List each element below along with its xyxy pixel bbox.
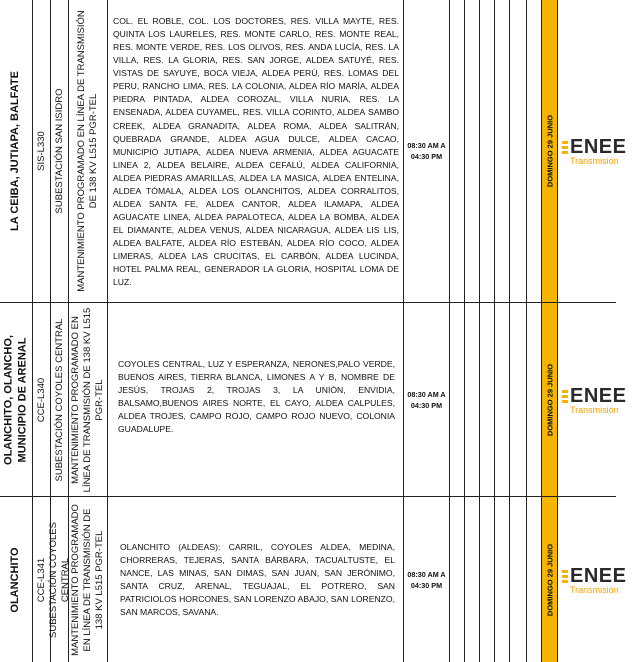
region-label: OLANCHITO: [9, 546, 22, 613]
empty-cell: [465, 303, 480, 496]
substation-cell: [51, 303, 69, 496]
time-end: 04:30 PM: [410, 152, 443, 161]
affected-areas: COL. EL ROBLE, COL. LOS DOCTORES, RES. VILLA MAYTE, RES. QUINTA LOS LAURELES, RES. MONTE CARLO, RES. MONTE REAL, RES. MONTE VERDE, RES. LOS OLIVOS, RES. ANDA LUCÍA, RES. LA VILLA, RES. LA GLORIA, RES. SAN JORGE, ALDEA SATUYÉ, RES. VISTAS DE SAYUYE, BOCA VIEJA, ALDEA PERÚ, RES. LOMAS DEL PERU, RANCHO LIMA, RES. LA COLONIA, ALDEA RÍO MARÍA, ALDEA PIEDRA PINTADA, ALDEA COROZAL, VILLA NURIA, RES. LA ENSENADA, ALDEA CUYAMEL, RES. VILLA CORINTO, ALDEA SAMBO CREEK, ALDEA GRANADITA, ALDEA ROMA, ALDEA SALITRÁN, QUEBRADA GRANDE, ALDEA AGUA DULCE, ALDEA CACAO, MUNICIPIO JUTIAPA, ALDEA NUEVA ARMENIA, ALDEA AGUACATE LINEA 2, ALDEA BELAIRE, ALDEA CEFALÚ, ALDEA CALIFORNIA, ALDEA PIEDRAS AMARILLAS, ALDEA LA MASICA, ALDEA ENTELINA, ALDEA TÓMALA, ALDEA LOS OLANCHITOS, ALDEA CORRALITOS, ALDEA SANTA FE, ALDEA CANTOR, ALDEA ILAMAPA, ALDEA AGUACATE LINEA, ALDEA PAPALOTECA, ALDEA LA BOMBA, ALDEA EL DIAMANTE, ALDEA VENUS, ALDEA NICARAGUA, ALDEA LIS LIS, ALDEA BALFATE, ALDEA RÍO ESTEBÁN, ALDEA RÍO COCO, ALDEA LIMERAS, ALDEA LAS CRUCITAS, EL CARBÓN, ALDEA LUCINDA, HOTEL PALMA REAL, GENERADOR LA GLORIA, HOSPITAL LOMA DE LUZ.: [113, 16, 399, 288]
maintenance-description: MANTENIMIENTO PROGRAMADO EN LÍNEA DE TRANSMISIÓN DE 138 KV L515 PGR-TEL: [70, 503, 105, 656]
empty-cell: [527, 497, 542, 662]
circuit-code: CCE-L340: [35, 377, 47, 422]
logo-name: ENEE: [570, 564, 627, 587]
areas-cell: [108, 0, 404, 302]
table-row: [0, 497, 627, 662]
date-cell: [542, 0, 558, 302]
time-range: [404, 568, 449, 590]
empty-cell: [480, 0, 495, 302]
maintenance-description: MANTENIMIENTO PROGRAMADO EN LÍNEA DE TRANSMISIÓN DE 138 KV L515 PGR-TEL: [70, 307, 105, 492]
empty-cell: [527, 303, 542, 496]
affected-areas: OLANCHITO (ALDEAS): CARRIL, COYOLES ALDEA, MEDINA, CHORRERAS, TEJERAS, SANTA BÁRBARA, TACUALTUSTE, EL NANCE, LAS MINAS, SAN DIMAS, SAN JUAN, SAN JERÓNIMO, SANTA CRUZ, ARENAL, TEGUAJAL, EL POTRERO, SAN PATRICIOLOS HORCONES, SAN LORENZO ABAJO, SAN LORENZO, SAN MARCOS, SAVANA.: [120, 542, 395, 618]
enee-logo: [562, 565, 632, 595]
logo-subtitle: Transmisión: [570, 584, 619, 595]
table-row: [0, 303, 627, 496]
substation-name: SUBESTACIÓN COYOLES CENTRAL: [53, 318, 65, 481]
region-cell: [0, 0, 33, 302]
empty-cell: [510, 497, 527, 662]
empty-cell: [480, 303, 495, 496]
logo-cell: [558, 303, 627, 496]
logo-cell: [558, 0, 627, 302]
empty-cell: [527, 0, 542, 302]
areas-cell: [108, 497, 404, 662]
maintenance-description: MANTENIMIENTO PROGRAMADO EN LÍNEA DE TRANSMISIÓN DE 138 KV L515 PGR-TEL: [76, 10, 99, 292]
logo-mark-icon: [562, 570, 568, 584]
description-cell: [69, 0, 108, 302]
time-cell: [404, 0, 450, 302]
logo-subtitle: Transmisión: [570, 156, 619, 166]
date-cell: [542, 303, 558, 496]
time-end: 04:30 PM: [410, 400, 443, 410]
logo-name: ENEE: [570, 384, 627, 407]
date-label: DOMINGO 29 JUNIO: [544, 363, 554, 436]
region-label: LA CEIBA, JUTIAPA, BALFATE: [9, 71, 22, 231]
substation-cell: [51, 0, 69, 302]
empty-cell: [510, 0, 527, 302]
empty-cell: [450, 497, 465, 662]
empty-cell: [495, 303, 510, 496]
logo-cell: [558, 497, 627, 662]
time-end: 04:30 PM: [410, 580, 443, 590]
description-cell: [69, 303, 108, 496]
empty-cell: [465, 0, 480, 302]
logo-subtitle: Transmisión: [570, 404, 619, 415]
empty-cell: [510, 303, 527, 496]
date-label: DOMINGO 29 JUNIO: [544, 543, 554, 616]
enee-logo: [562, 385, 632, 415]
areas-cell: [108, 303, 404, 496]
time-cell: [404, 303, 450, 496]
empty-cell: [495, 0, 510, 302]
empty-cell: [450, 0, 465, 302]
time-range: [404, 140, 449, 162]
logo-name: ENEE: [570, 136, 627, 158]
enee-logo: [562, 136, 632, 166]
empty-cell: [465, 497, 480, 662]
time-cell: [404, 497, 450, 662]
date-label: DOMINGO 29 JUNIO: [544, 114, 554, 188]
empty-cell: [480, 497, 495, 662]
table-row: [0, 0, 627, 302]
substation-name: SUBESTACIÓN SAN ISIDRO: [53, 88, 65, 214]
time-start: 08:30 AM A: [407, 140, 446, 150]
affected-areas: COYOLES CENTRAL, LUZ Y ESPERANZA, NERONES,PALO VERDE, BUENOS AIRES, TIERRA BLANCA, LIMONES A Y B, NOMBRE DE JESÚS, TROJAS 2, TROJAS 3, LA UNIÓN, ENVIDIA, BALSAMO,BUENOS AIRES NORTE, EL CAYO, ALDEA CALPULES, ALDEA TROJES, CAMPO ROJO, CAMPO ROJO NUEVO, COLONIA GUADALUPE.: [118, 359, 395, 435]
empty-cell: [495, 497, 510, 662]
region-label: OLANCHITO, OLANCHO, MUNICIPIO DE ARENAL: [2, 334, 28, 465]
date-cell: [542, 497, 558, 662]
time-range: [404, 388, 449, 410]
circuit-cell: [33, 0, 51, 302]
circuit-code: SIS-L330: [35, 131, 47, 171]
region-cell: [0, 303, 33, 496]
time-start: 08:30 AM A: [407, 389, 446, 399]
logo-mark-icon: [562, 141, 568, 155]
circuit-cell: [33, 303, 51, 496]
region-cell: [0, 497, 33, 662]
logo-mark-icon: [562, 390, 568, 404]
substation-name: SUBESTACIÓN COYOLES CENTRAL: [47, 521, 71, 638]
description-cell: [69, 497, 108, 662]
time-start: 08:30 AM A: [407, 569, 446, 579]
empty-cell: [450, 303, 465, 496]
circuit-code: CCE-L341: [35, 557, 47, 602]
substation-cell: [47, 497, 71, 662]
